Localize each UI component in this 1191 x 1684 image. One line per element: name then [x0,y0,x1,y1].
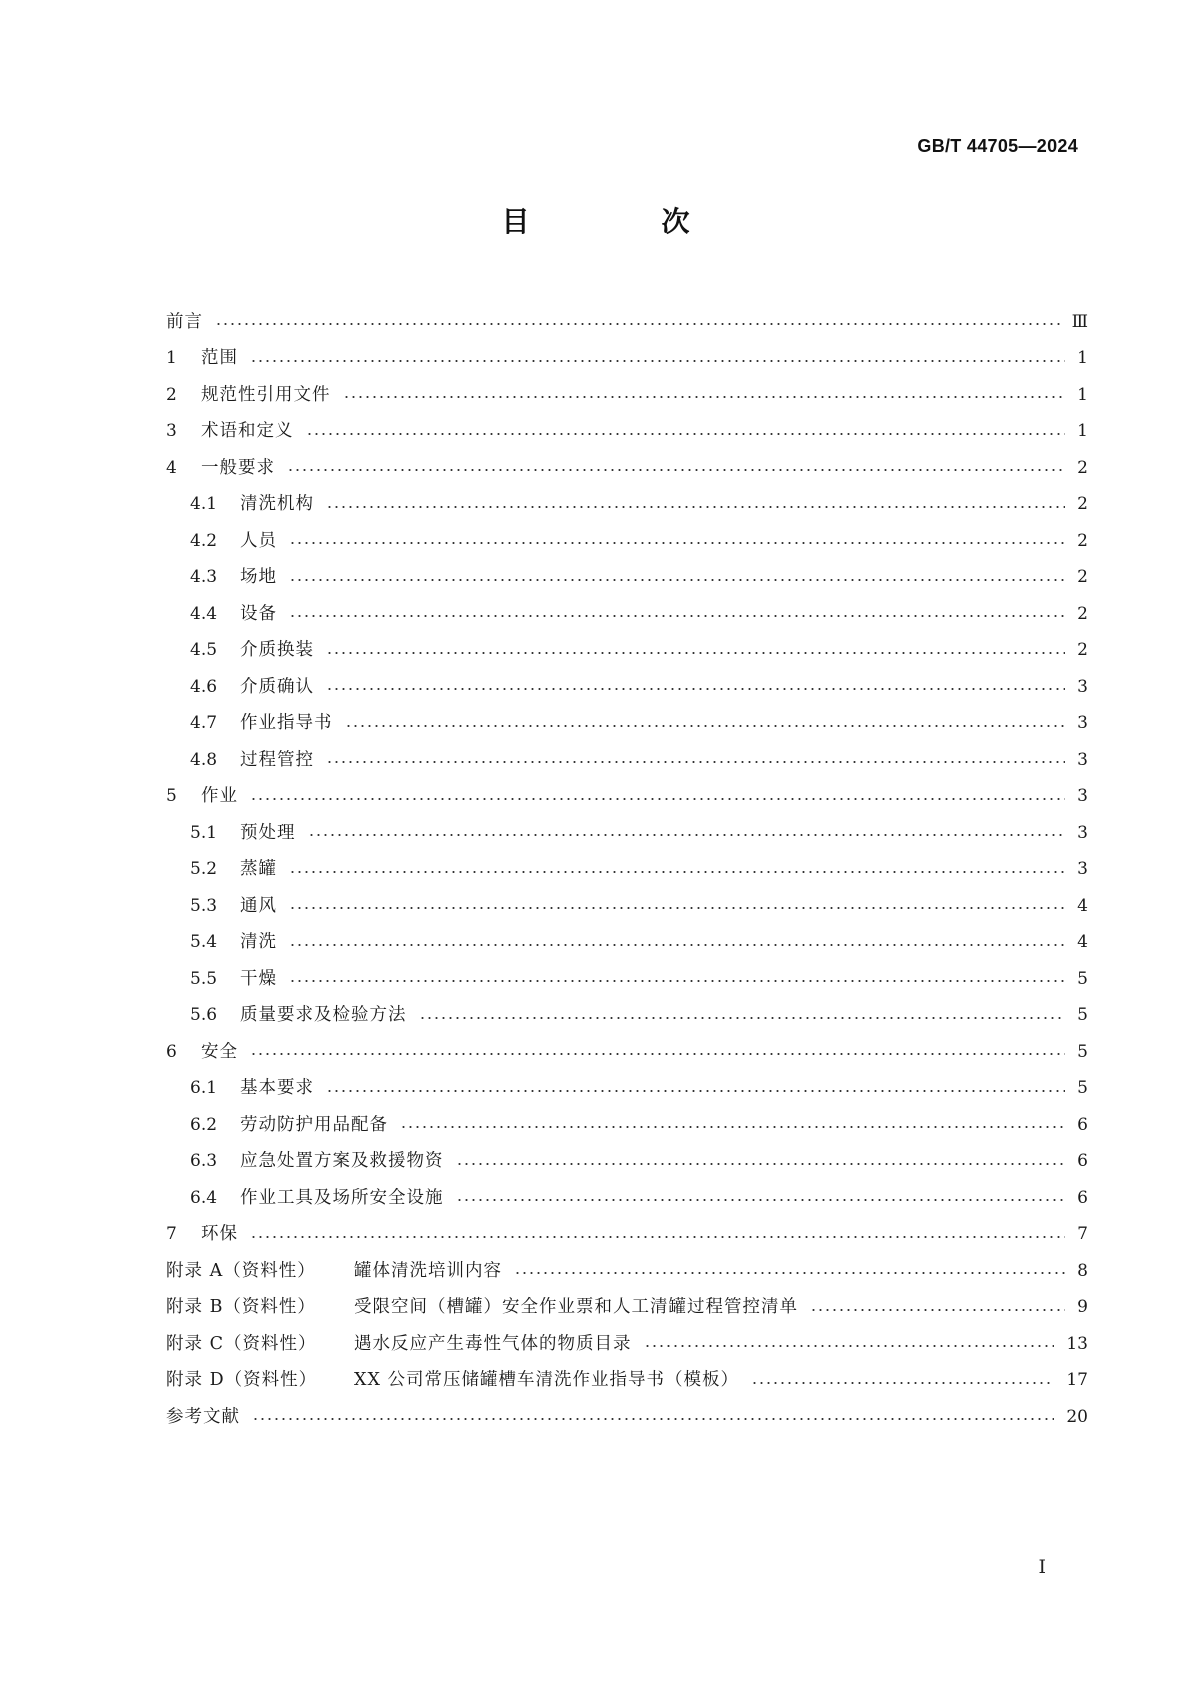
toc-entry[interactable] [166,633,1088,670]
toc-entry-label: 术语和定义 [201,421,294,441]
toc-entry-number: 4.1 [190,494,218,515]
toc-entry-number: 4.7 [190,713,218,734]
toc-entry-number: 6.3 [190,1151,218,1172]
toc-entry-page: 2 [1077,457,1088,478]
toc-entry-page: 2 [1077,567,1088,588]
dot-leader [810,1308,1065,1312]
dot-leader [400,1125,1065,1129]
dot-leader [250,1052,1065,1056]
toc-entry[interactable] [166,1399,1088,1436]
toc-entry[interactable] [166,961,1088,998]
toc-entry-page: 5 [1077,1078,1088,1099]
appendix-page: 13 [1066,1333,1088,1354]
toc-entry-label: 干燥 [240,968,277,989]
toc-entry-number: 5 [166,786,177,807]
dot-leader [343,395,1066,399]
toc-entry-page: 4 [1077,932,1088,953]
toc-entry-label: 蒸罐 [240,859,277,879]
toc-entry-number: 1 [166,348,177,369]
toc-entry[interactable] [166,1290,1088,1327]
table-of-contents [166,304,1088,1436]
toc-entry-label: 应急处置方案及救援物资 [240,1151,444,1171]
toc-entry-page: 3 [1077,859,1088,880]
dot-leader [326,1089,1065,1093]
dot-leader [289,541,1065,545]
toc-entry-number: 5.4 [190,932,218,953]
dot-leader [326,760,1065,764]
dot-leader [644,1344,1055,1348]
toc-entry-number: 6.4 [190,1187,218,1208]
dot-leader [306,432,1066,436]
toc-entry-number: 4.6 [190,676,218,697]
dot-leader [250,1235,1065,1239]
toc-entry-page: 5 [1077,1041,1088,1062]
dot-leader [751,1381,1054,1385]
toc-entry-label: 通风 [240,895,277,916]
toc-entry[interactable] [166,706,1088,743]
appendix-label: 罐体清洗培训内容 [354,1260,502,1281]
toc-entry-page: 4 [1077,895,1088,916]
dot-leader [289,943,1065,947]
toc-entry[interactable] [166,1180,1088,1217]
toc-entry-label: 人员 [240,530,277,551]
toc-entry-number: 7 [166,1224,177,1245]
toc-entry-label: 介质换装 [240,640,314,660]
toc-entry-number: 4.4 [190,603,218,624]
toc-entry-label: 环保 [201,1224,238,1244]
appendix-page: 17 [1066,1370,1088,1391]
toc-entry-number: 6 [166,1041,177,1062]
toc-entry-page: 5 [1077,1005,1088,1026]
toc-entry[interactable] [166,1144,1088,1181]
toc-entry-page: 2 [1077,530,1088,551]
toc-entry-page: 3 [1077,786,1088,807]
dot-leader [250,359,1065,363]
toc-entry-number: 4.3 [190,567,218,588]
toc-entry[interactable] [166,1363,1088,1400]
toc-entry-number: 5.2 [190,859,218,880]
dot-leader [289,614,1065,618]
toc-entry[interactable] [166,1071,1088,1108]
dot-leader [287,468,1065,472]
toc-entry-label: 清洗 [240,932,277,952]
page-folio: Ⅰ [1038,1556,1046,1578]
toc-entry-label: 预处理 [240,822,296,843]
toc-entry[interactable] [166,523,1088,560]
toc-entry[interactable] [166,487,1088,524]
toc-entry-number: 4.5 [190,640,218,661]
appendix-heading: 附录 D（资料性） [166,1370,318,1390]
toc-entry-number: 5.5 [190,968,218,989]
toc-entry-number: 5.1 [190,822,218,843]
appendix-heading: 附录 B（资料性） [166,1297,316,1317]
appendix-heading: 附录 A（资料性） [166,1260,316,1281]
toc-entry-number: 4 [166,457,177,478]
dot-leader [326,651,1065,655]
toc-entry[interactable] [166,815,1088,852]
toc-entry-page: 1 [1077,384,1088,405]
toc-entry-label: 范围 [201,348,238,368]
toc-entry[interactable] [166,1034,1088,1071]
toc-entry-label: 介质确认 [240,676,314,697]
toc-entry-label: 安全 [201,1041,238,1062]
toc-entry-label: 作业工具及场所安全设施 [240,1187,444,1208]
toc-entry-page: 2 [1077,494,1088,515]
toc-entry-number: 4.2 [190,530,218,551]
toc-entry-page: 6 [1077,1187,1088,1208]
toc-entry-label: 过程管控 [240,749,314,770]
toc-entry-number: 2 [166,384,177,405]
toc-entry[interactable] [166,377,1088,414]
dot-leader [308,833,1066,837]
toc-entry[interactable] [166,304,1088,341]
toc-entry[interactable] [166,596,1088,633]
toc-entry-number: 4.8 [190,749,218,770]
appendix-page: 8 [1077,1260,1088,1281]
toc-entry-page: 1 [1077,421,1088,442]
toc-entry-number: 6.1 [190,1078,218,1099]
toc-entry-label: 劳动防护用品配备 [240,1114,388,1135]
toc-entry-page: 3 [1077,822,1088,843]
dot-leader [252,1417,1054,1421]
toc-entry[interactable] [166,669,1088,706]
toc-entry[interactable] [166,560,1088,597]
standard-code: GB/T 44705—2024 [917,136,1078,156]
toc-entry-number: 5.6 [190,1005,218,1026]
toc-entry[interactable] [166,852,1088,889]
dot-leader [345,724,1066,728]
dot-leader [326,505,1065,509]
toc-entry-page: 2 [1077,640,1088,661]
dot-leader [289,979,1065,983]
dot-leader [326,687,1065,691]
toc-entry[interactable] [166,998,1088,1035]
toc-entry-number: 5.3 [190,895,218,916]
dot-leader [456,1198,1066,1202]
toc-entry[interactable] [166,925,1088,962]
toc-entry-label: 清洗机构 [240,494,314,514]
dot-leader [289,906,1065,910]
toc-entry-page: Ⅲ [1071,311,1088,332]
dot-leader [250,797,1065,801]
toc-entry-label: 设备 [240,603,277,624]
references-label: 参考文献 [166,1406,240,1427]
toc-entry-label: 前言 [166,311,203,332]
dot-leader [514,1271,1065,1275]
toc-entry-label: 规范性引用文件 [201,384,331,405]
toc-entry-page: 5 [1077,968,1088,989]
toc-entry-page: 2 [1077,603,1088,624]
toc-entry-page: 6 [1077,1114,1088,1135]
toc-entry-page: 7 [1077,1224,1088,1245]
toc-entry-label: 质量要求及检验方法 [240,1005,407,1025]
toc-entry[interactable] [166,779,1088,816]
toc-entry-page: 6 [1077,1151,1088,1172]
toc-entry[interactable] [166,1107,1088,1144]
appendix-label: XX 公司常压储罐槽车清洗作业指导书（模板） [354,1370,739,1390]
dot-leader [456,1162,1066,1166]
toc-entry-label: 场地 [240,567,277,587]
toc-entry[interactable] [166,1253,1088,1290]
toc-entry[interactable] [166,414,1088,451]
dot-leader [289,870,1065,874]
toc-entry[interactable] [166,341,1088,378]
dot-leader [215,322,1060,326]
appendix-page: 9 [1077,1297,1088,1318]
appendix-label: 受限空间（槽罐）安全作业票和人工清罐过程管控清单 [354,1297,798,1317]
toc-entry[interactable] [166,742,1088,779]
toc-entry-label: 作业指导书 [240,713,333,733]
toc-entry[interactable] [166,1217,1088,1254]
dot-leader [419,1016,1066,1020]
appendix-heading: 附录 C（资料性） [166,1333,317,1354]
page-title: 目 次 [501,205,742,238]
toc-entry-label: 基本要求 [240,1078,314,1098]
toc-entry[interactable] [166,450,1088,487]
toc-entry-page: 1 [1077,348,1088,369]
dot-leader [289,578,1065,582]
toc-entry[interactable] [166,888,1088,925]
appendix-label: 遇水反应产生毒性气体的物质目录 [354,1333,632,1354]
toc-entry-page: 3 [1077,713,1088,734]
toc-entry-page: 3 [1077,676,1088,697]
toc-entry-number: 6.2 [190,1114,218,1135]
toc-entry[interactable] [166,1326,1088,1363]
toc-entry-page: 3 [1077,749,1088,770]
toc-entry-label: 一般要求 [201,457,275,478]
references-page: 20 [1066,1406,1088,1427]
toc-entry-label: 作业 [201,786,238,806]
toc-entry-number: 3 [166,421,177,442]
